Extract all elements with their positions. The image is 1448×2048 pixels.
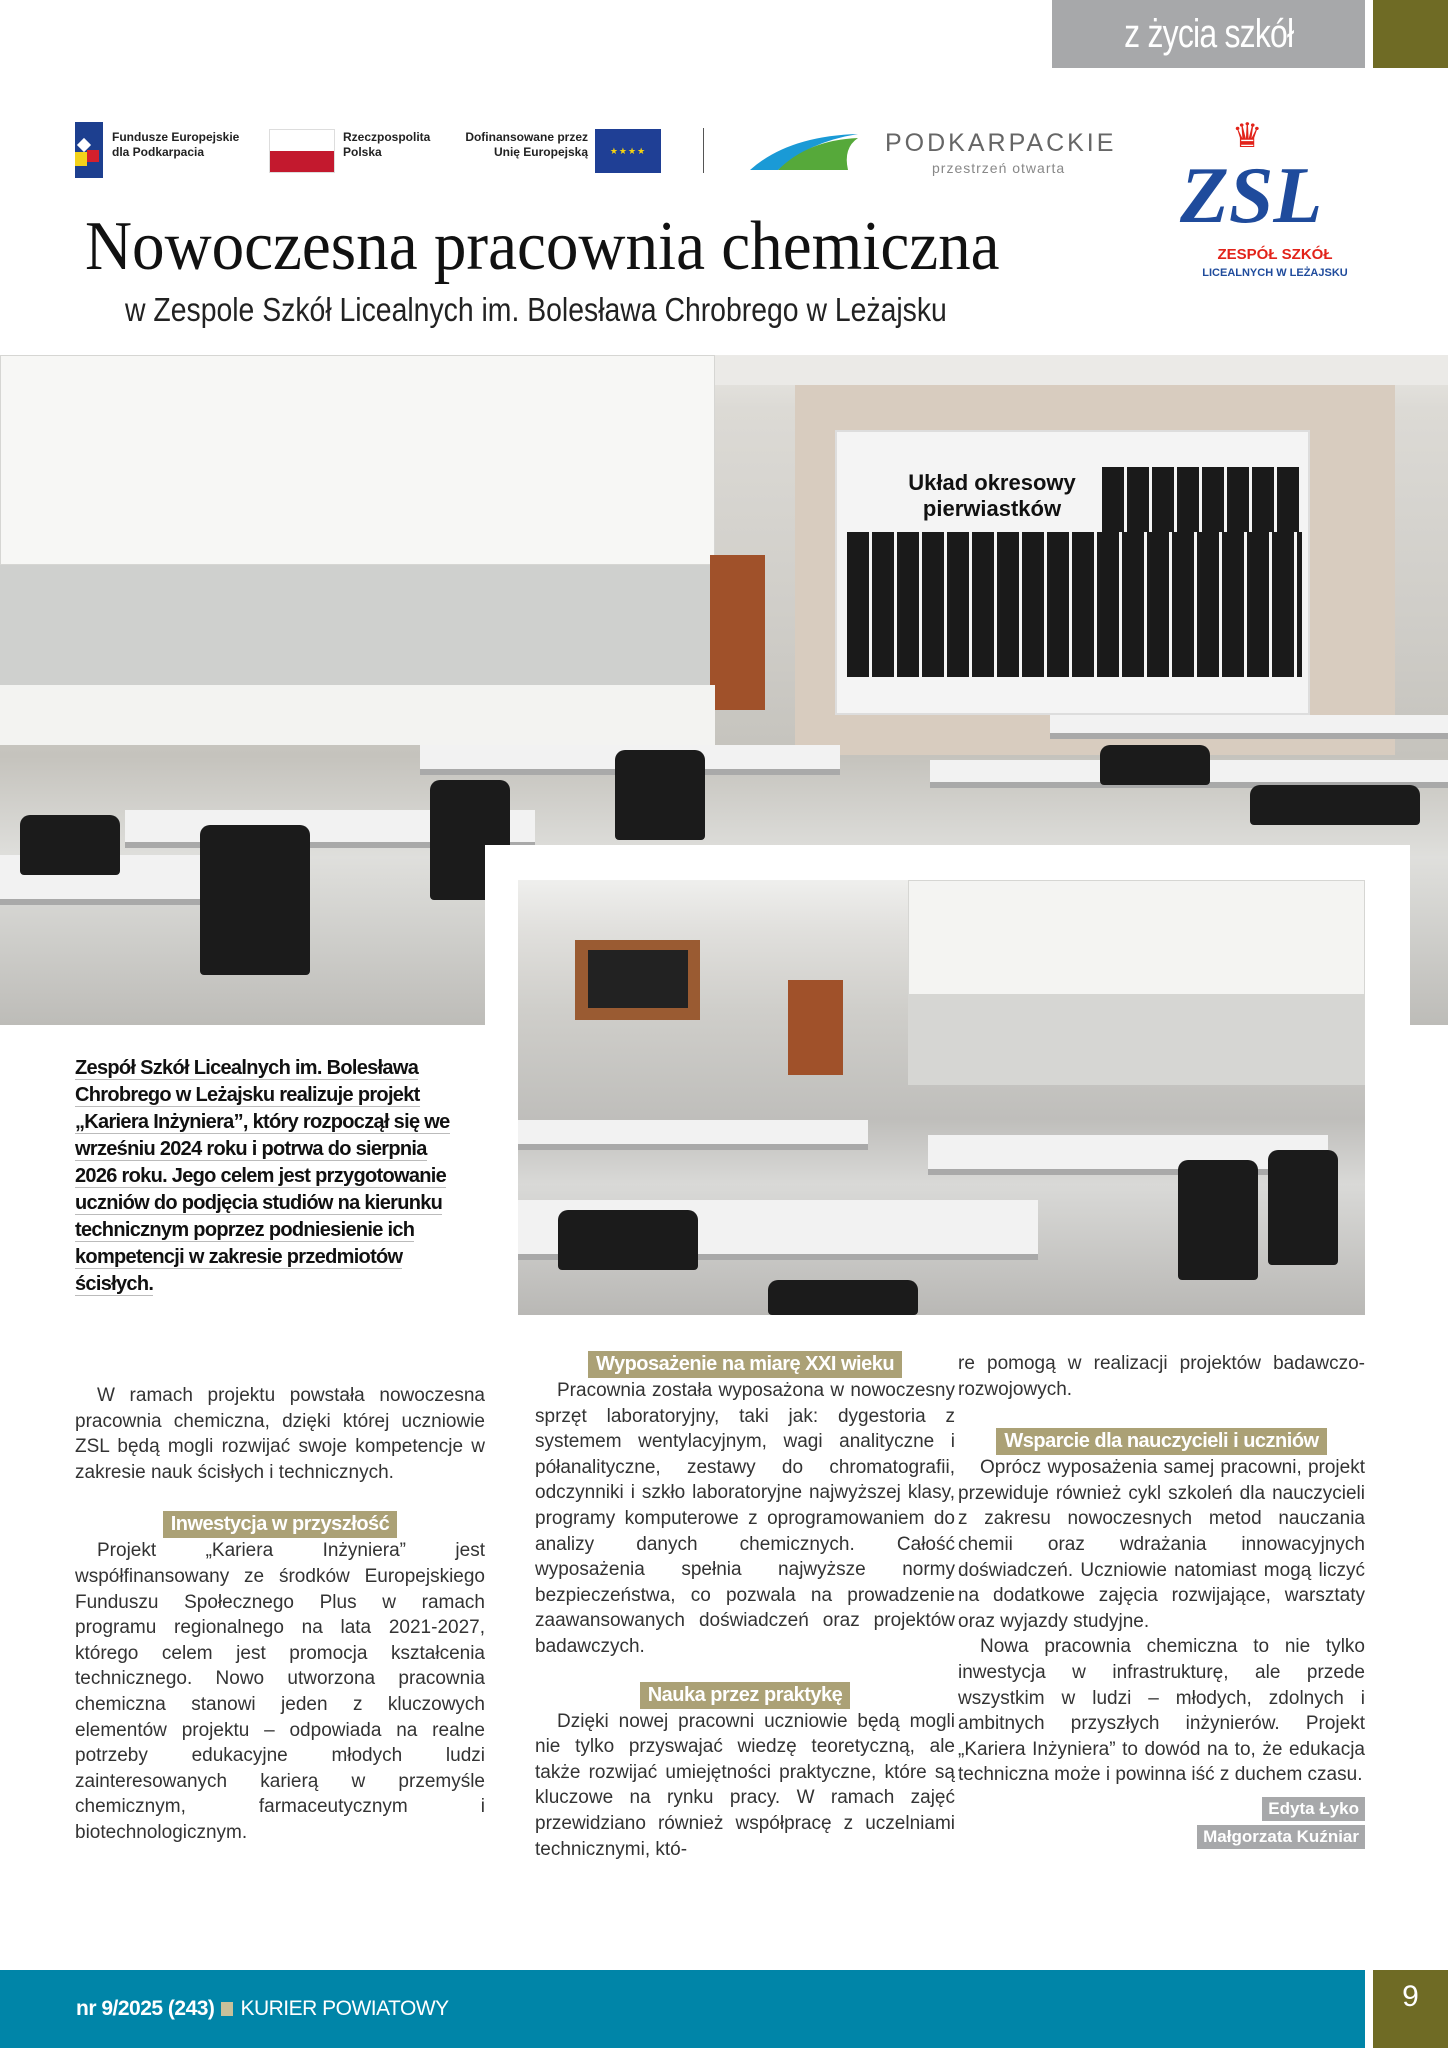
- article-paragraph: W ramach projektu powstała nowoczesna pracownia chemiczna, dzięki której uczniowie ZSL będą mogli rozwijać swoje kompetencje w zakresie nauk ścisłych i technicznych.: [75, 1385, 485, 1483]
- article-paragraph: Nowa pracownia chemiczna to nie tylko inwestycja w infrastrukturę, ale przede wszystkim w ludzi – młodych, zdolnych i ambitnych przyszłych inżynierów. Projekt „Kariera Inżyniera” to dowód na to, że edukacja techniczna może i powinna iść z duchem czasu.: [958, 1636, 1365, 1786]
- page-subtitle: w Zespole Szkół Licealnych im. Bolesława Chrobrego w Leżajsku: [125, 291, 947, 328]
- article-column-3: [958, 1351, 1365, 1849]
- article-column-2: [535, 1351, 955, 1862]
- publication-name: KURIER POWIATOWY: [240, 1997, 449, 2020]
- podkarpackie-logo-text: PODKARPACKIE: [885, 129, 1117, 157]
- tv-screen: [588, 950, 688, 1008]
- section-heading: Wsparcie dla nauczycieli i uczniów: [958, 1428, 1365, 1455]
- rp-logo-text: Rzeczpospolita Polska: [343, 130, 431, 159]
- section-heading: Nauka przez praktykę: [535, 1682, 955, 1709]
- chemistry-lab-photo-2: [518, 880, 1365, 1315]
- article-column-1: [75, 1383, 485, 1846]
- polish-flag-icon: [269, 129, 335, 173]
- article-lead: Zespół Szkół Licealnych im. Bolesława Chrobrego w Leżajsku realizuje projekt „Kariera Inżyniera”, który rozpoczął się we wrześniu 2024 roku i potrwa do sierpnia 2026 roku. Jego celem jest przygotowanie uczniów do podjęcia studiów na kierunku technicznym poprzez podniesienie ich kompetencji w zakresie przedmiotów ścisłych.: [75, 1057, 450, 1295]
- section-heading: Wyposażenie na miarę XXI wieku: [535, 1351, 955, 1378]
- article-paragraph: Oprócz wyposażenia samej pracowni, projekt przewiduje również cykl szkoleń dla nauczycieli z zakresu nowoczesnych metod nauczania chemii oraz wdrażania innowacyjnych doświadczeń. Uczniowie natomiast mogą liczyć na dodatkowe zajęcia rozwijające, warsztaty oraz wyjazdy studyjne.: [958, 1457, 1365, 1632]
- article-paragraph: Dzięki nowej pracowni uczniowie będą mogli nie tylko przyswajać wiedzę teoretyczną, ale także rozwijać umiejętności praktyczne, które są kluczowe na rynku pracy. W ramach zajęć przewidziano również współpracę z uczelniami technicznymi, któ-: [535, 1710, 955, 1860]
- page-number: 9: [1373, 1970, 1448, 2048]
- author-byline: Edyta Łyko Małgorzata Kuźniar: [958, 1794, 1365, 1849]
- podkarpackie-logo-icon: [748, 128, 868, 172]
- fe-logo-icon: [75, 122, 103, 178]
- zsl-logo: ♛ ZSL ZESPÓŁ SZKÓŁ LICEALNYCH W LEŻAJSKU: [1180, 117, 1348, 279]
- fe-logo-text: Fundusze Europejskie dla Podkarpacia: [112, 130, 240, 159]
- article-paragraph: re pomogą w realizacji projektów badawczo-rozwojowych.: [958, 1353, 1365, 1400]
- eu-flag-icon: ★★★★: [595, 129, 661, 173]
- issue-number: nr 9/2025 (243): [76, 1997, 215, 2020]
- podkarpackie-tagline: przestrzeń otwarta: [932, 160, 1066, 176]
- article-paragraph: Projekt „Kariera Inżyniera” jest współfinansowany ze środków Europejskiego Funduszu Społecznego Plus w ramach programu regionalnego na lata 2021-2027, którego celem jest promocja kształcenia technicznego. Nowo utworzona pracownia chemiczna stanowi jeden z kluczowych elementów projektu – odpowiada na realne potrzeby edukacyjne młodych ludzi zainteresowanych karierą w przemyśle chemicznym, farmaceutycznym i biotechnologicznym.: [75, 1540, 485, 1843]
- page-title: Nowoczesna pracownia chemiczna: [85, 208, 1000, 285]
- crown-icon: ♛: [1232, 117, 1263, 155]
- accent-block: [1373, 0, 1448, 68]
- square-bullet-icon: [221, 2002, 233, 2016]
- divider: [703, 128, 704, 173]
- periodic-table-poster: Układ okresowy pierwiastków: [835, 430, 1310, 715]
- section-tag: z życia szkół: [1052, 0, 1365, 68]
- ue-logo-text: Dofinansowane przez Unię Europejską: [465, 130, 588, 159]
- page-footer: [0, 1970, 1365, 2048]
- section-heading: Inwestycja w przyszłość: [75, 1511, 485, 1538]
- article-paragraph: Pracownia została wyposażona w nowoczesny sprzęt laboratoryjny, taki jak: dygestoria z systemem wentylacyjnym, wagi analityczne i półanalityczne, zestawy do chromatografii, odczynniki i szkło laboratoryjne najwyższej klasy, programy komputerowe z oprogramowaniem do analizy danych chemicznych. Całość wyposażenia spełnia najwyższe normy bezpieczeństwa, co pozwala na prowadzenie zaawansowanych doświadczeń oraz projektów badawczych.: [535, 1380, 955, 1657]
